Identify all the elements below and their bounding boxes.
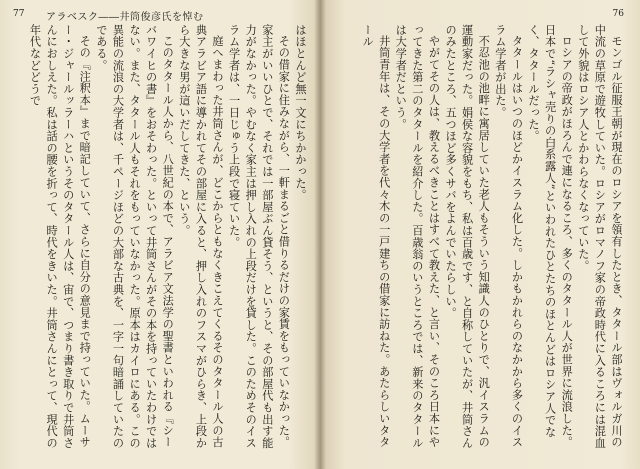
paragraph: その借家に住みながら、一軒まるごと借りるだけの家賃をもっていなかった。家主がいいひとで、それでは一部屋ぶん貸そう、というと、その部屋代も出す能力がなかった。やむなく家主は押し入れの上段だけを貸した。このためそのイスラム学者は、一日じゅう上段で寝ていた。 — [227, 24, 291, 449]
page-number: 76 — [612, 9, 624, 19]
paragraph: その『注釈本』まで暗記していて、さらに自分の意見まで持っていた。ムーサー・ジャールッラーハというそのタタール人は、宙で、つまり書き取りで井筒さんにおしえた。私は話の腰を折って、時代をきいた。井筒さんにとって、現代の年代などどうで — [28, 24, 92, 449]
paragraph: 庭へまわった井筒さんが、どこからともなくきこえてくるそのタタール人の古典アラビア語に導かれてその部屋に入ると、押し入れのフスマがひらき、上段から大きな男が這いだしてきた、という。 — [177, 24, 225, 449]
paragraph: 不忍池の池畔に寓居していた老人もそういう知識人のひとりで、汎イスラムの運動家だった。娟侯な容貌をもち、私は百歳です、と自称していたが、井筒さんのみたところ、五つほど多くサバをよんでいたらしい。 — [444, 24, 491, 449]
paragraph: ロシアの帝政がほろんで連になるころ、多くのタタール人が世界に流浪した。日本で“ラシャ売りの白系露人”といわれたひとたちのほとんどはロシア人でなく、タタールだった。 — [527, 24, 574, 449]
paragraph: 井筒青年は、その大学者を代々木の一戸建ちの借家に訪ねた。あたらしいタタール — [361, 24, 391, 449]
paragraph: はほとんど無一文にちかかった。 — [294, 24, 307, 201]
paragraph: モンゴル征服王朝が現在のロシアを領有したとき、タタール部はヴォルガ川の中流の草原で遊牧していた。ロシアがロマノフ家の帝政時代に入るころには混血して外貌はロシア人とかわらなくなっていた。 — [576, 24, 623, 449]
paragraph: このタタール人から、八世紀の本で、アラビア文法学の聖書といわれる『シーバワイヒの書』をおそわった。といって井筒さんがその本を持っていたわけではない。また、タタール人もそれをもっていなかった。原本はカイロにある。この異能の流浪の大学者は、千ページほどの大部な古典を、一字一句暗誦していたのである。 — [94, 24, 175, 449]
paragraph: やがてその人は、教えるべきことはすべて教えた、と言い、そのころ日本にやってきた第二のタタールを紹介した。百歳翁のいうところでは、新来のタタールは大学者だという。 — [394, 24, 441, 449]
right-page — [320, 0, 640, 469]
book-gutter — [314, 0, 326, 469]
page-number: 77 — [13, 9, 25, 19]
running-head: アラベスク――井筒俊彦氏を悼む — [46, 12, 204, 23]
paragraph: タタールはいつのほどかイスラム化した。しかもかれらのなかから多くのイスラム学者が出た。 — [493, 24, 524, 449]
left-page-body — [8, 24, 308, 454]
right-page-body — [326, 24, 624, 454]
